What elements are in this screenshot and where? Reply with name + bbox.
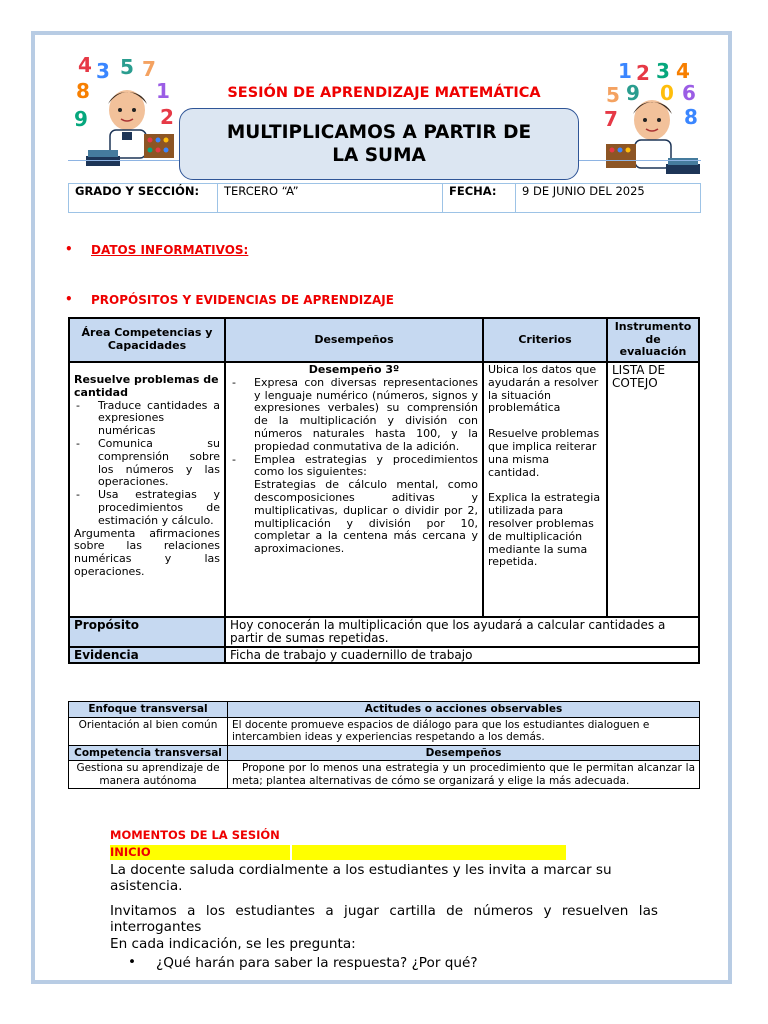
header-criterios: Criterios [483, 318, 607, 362]
inicio-label: INICIO [110, 845, 151, 859]
kid-numbers-illustration-left [72, 52, 182, 172]
divider-left [68, 160, 180, 161]
date-label: FECHA: [443, 184, 516, 213]
header-area: Área Competencias y Capacidades [69, 318, 225, 362]
desempeno-estrategias: Estrategias de cálculo mental, como descomposiciones aditivas y multiplicativas, duplicar o dividir por 2, multiplicación y división por 10, completar a la centena más cercana y aproximaciones. [254, 478, 478, 556]
svg-text:7: 7 [142, 57, 156, 81]
bullet-dot: • [128, 954, 137, 970]
header-instrumento: Instrumento de evaluación [607, 318, 699, 362]
proposito-label: Propósito [69, 617, 225, 647]
header-competencia-transversal: Competencia transversal [69, 745, 228, 761]
svg-text:3: 3 [656, 59, 670, 83]
moments-title: MOMENTOS DE LA SESIÓN [110, 828, 280, 842]
capacidad-argumenta: Argumenta afirmaciones sobre las relaciones numéricas y las operaciones. [74, 526, 220, 578]
section-propositos-label: PROPÓSITOS Y EVIDENCIAS DE APRENDIZAJE [91, 293, 394, 307]
capacidad-item: - Comunica su comprensión sobre los números y las operaciones. [98, 438, 220, 489]
competencias-table [68, 317, 700, 664]
section-datos-label: DATOS INFORMATIVOS: [91, 243, 249, 257]
desempeno-item: - Expresa con diversas representaciones y lenguaje numérico (números, signos y expresiones verbales) su comprensión de la multiplicación y división con números naturales hasta 100, y la propiedad conmutativa de la adición. [254, 377, 478, 454]
inicio-highlight [110, 845, 566, 860]
competencia-title: Resuelve problemas de cantidad [74, 373, 219, 399]
proposito-text: Hoy conocerán la multiplicación que los ayudará a calcular cantidades a partir de sumas repetidas. [225, 617, 699, 647]
date-value: 9 DE JUNIO DEL 2025 [516, 184, 701, 213]
transversal-table [68, 701, 700, 789]
header-desempenos: Desempeños [225, 318, 483, 362]
svg-text:9: 9 [626, 81, 640, 105]
actitudes-value: El docente promueve espacios de diálogo para que los estudiantes dialoguen e intercambien ideas y experiencias respetando a los demás. [228, 717, 700, 745]
svg-text:3: 3 [96, 59, 110, 83]
highlight-gap [290, 845, 292, 860]
moment-paragraph-1: La docente saluda cordialmente a los estudiantes y les invita a marcar su asistencia. [110, 862, 612, 894]
svg-text:9: 9 [74, 107, 88, 131]
svg-text:5: 5 [606, 83, 620, 107]
cell-criterios [483, 362, 607, 617]
criterio-item: Explica la estrategia utilizada para resolver problemas de multiplicación mediante la suma repetida. [488, 491, 601, 569]
criterio-item: Resuelve problemas que implica reiterar una misma cantidad. [488, 427, 600, 479]
svg-text:6: 6 [682, 81, 696, 105]
capacidad-item: - Traduce cantidades a expresiones numéricas [98, 400, 220, 438]
svg-text:7: 7 [604, 107, 618, 131]
lesson-title-box [179, 108, 579, 180]
session-title: SESIÓN DE APRENDIZAJE MATEMÁTICA [227, 85, 541, 101]
lesson-title-line1: MULTIPLICAMOS A PARTIR DE [226, 122, 532, 143]
desempenos-list [230, 377, 478, 479]
svg-text:4: 4 [78, 53, 92, 77]
svg-text:8: 8 [76, 79, 90, 103]
svg-text:2: 2 [160, 105, 174, 129]
svg-text:0: 0 [660, 81, 674, 105]
cell-instrumento: LISTA DE COTEJO [607, 362, 699, 617]
bullet-dot: • [65, 242, 73, 256]
moment-paragraph-2: Invitamos a los estudiantes a jugar cartilla de números y resuelven las interrogantes [110, 903, 658, 935]
moment-bullet-1 [128, 954, 478, 971]
capacidad-item: - Usa estrategias y procedimientos de estimación y cálculo. [98, 489, 220, 527]
svg-text:4: 4 [676, 59, 690, 83]
info-row-table [68, 183, 701, 213]
section-propositos [65, 292, 394, 307]
svg-text:5: 5 [120, 55, 134, 79]
svg-text:1: 1 [156, 79, 170, 103]
grade-label: GRADO Y SECCIÓN: [69, 184, 218, 213]
header-desempenos-transversal: Desempeños [228, 745, 700, 761]
svg-text:1: 1 [618, 59, 632, 83]
moment-bullet-1-text: ¿Qué harán para saber la respuesta? ¿Por qué? [156, 955, 478, 971]
desempenos-transversal-value: Propone por lo menos una estrategia y un procedimiento que le permitan alcanzar la meta; plantea alternativas de cómo se organizará y elige la más adecuada. [228, 761, 700, 789]
bullet-dot: • [65, 292, 73, 306]
lesson-title-line2: LA SUMA [332, 145, 426, 166]
header-actitudes: Actitudes o acciones observables [228, 702, 700, 718]
cell-desempenos [225, 362, 483, 617]
cell-competencias [69, 362, 225, 617]
svg-text:2: 2 [636, 61, 650, 85]
enfoque-value: Orientación al bien común [69, 717, 228, 745]
svg-text:8: 8 [684, 105, 698, 129]
criterio-item: Ubica los datos que ayudarán a resolver la situación problemática [488, 363, 599, 415]
evidencia-label: Evidencia [69, 647, 225, 664]
competencia-transversal-value: Gestiona su aprendizaje de manera autónoma [69, 761, 228, 789]
desempeno-item: - Emplea estrategias y procedimientos como los siguientes: [254, 454, 478, 480]
divider-right [579, 160, 701, 161]
desempeno-title: Desempeño 3º [308, 363, 400, 376]
grade-value: TERCERO “A” [218, 184, 443, 213]
section-datos [65, 242, 249, 257]
capacidades-list [74, 400, 220, 528]
evidencia-text: Ficha de trabajo y cuadernillo de trabajo [225, 647, 699, 664]
header-enfoque: Enfoque transversal [69, 702, 228, 718]
moment-paragraph-3: En cada indicación, se les pregunta: [110, 936, 356, 952]
